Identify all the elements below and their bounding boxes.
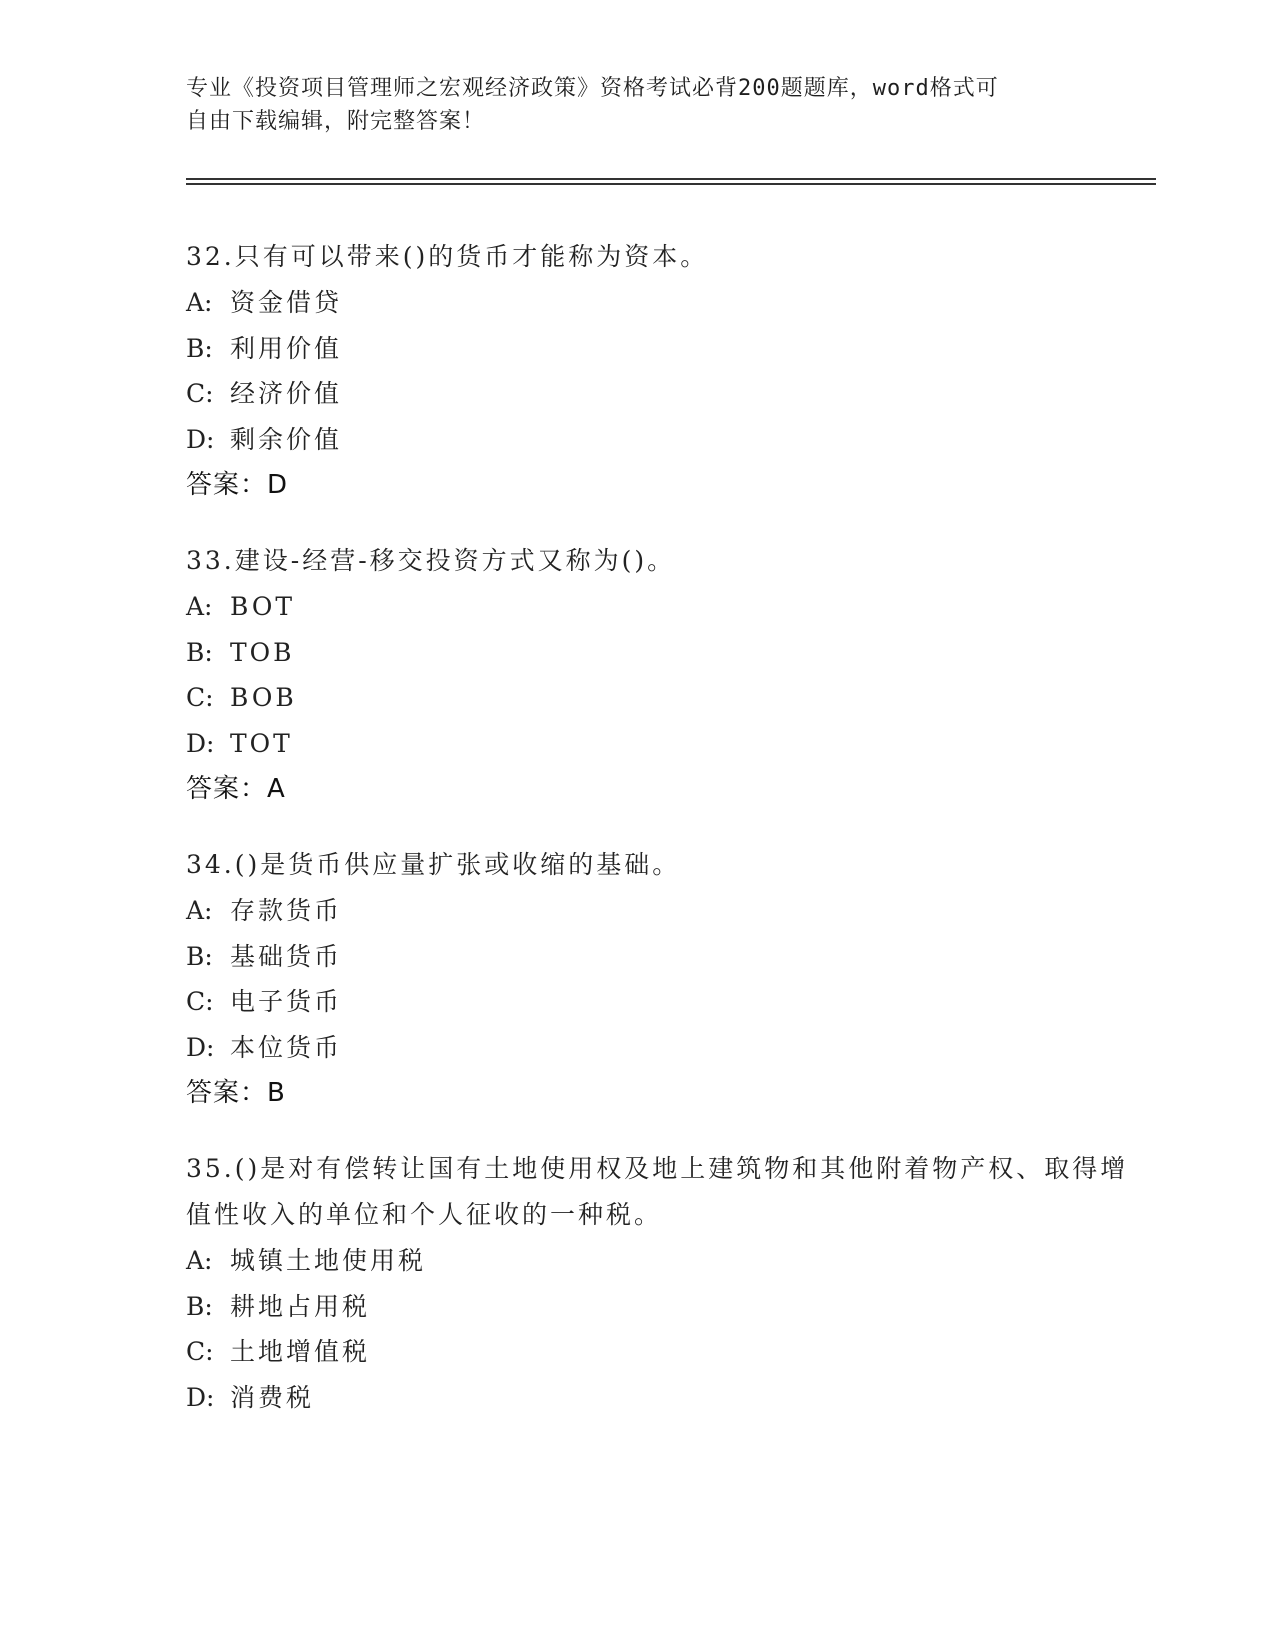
option-letter: D:: [186, 1032, 215, 1062]
question-text: 33.建设-经营-移交投资方式又称为()。: [186, 546, 676, 575]
option-letter: C:: [186, 1337, 214, 1366]
option-text: 耕地占用税: [230, 1291, 371, 1321]
option-text: TOB: [230, 637, 295, 667]
option-letter: C:: [186, 683, 214, 712]
option-letter: B:: [186, 333, 213, 363]
option-text: 消费税: [230, 1382, 315, 1412]
option-c: [186, 979, 1146, 1025]
question-text: 35.()是对有偿转让国有土地使用权及地上建筑物和其他附着物产权、取得增值性收入的单位和个人征收的一种税。: [186, 1154, 1129, 1229]
option-text: 本位货币: [230, 1032, 343, 1062]
option-d: [186, 1025, 1146, 1071]
option-letter: D:: [186, 728, 215, 758]
option-letter: C:: [186, 379, 214, 408]
option-d: [186, 417, 1146, 463]
option-text: 城镇土地使用税: [230, 1246, 427, 1275]
answer-line: 答案：A: [186, 774, 286, 804]
option-letter: B:: [186, 637, 213, 667]
option-letter: A:: [186, 288, 213, 317]
header-line-2: 自由下载编辑，附完整答案！: [186, 109, 486, 134]
option-a: [186, 280, 1146, 326]
header-divider-bottom: [186, 183, 1156, 185]
option-d: [186, 721, 1146, 767]
option-letter: A:: [186, 896, 213, 925]
document-header: [186, 72, 1066, 138]
question-32: [186, 234, 1146, 508]
option-a: [186, 584, 1146, 630]
option-letter: D:: [186, 424, 215, 454]
option-b: [186, 630, 1146, 676]
option-text: 剩余价值: [230, 424, 343, 454]
option-text: 基础货币: [230, 941, 343, 971]
option-d: [186, 1375, 1146, 1421]
answer-line: 答案：B: [186, 1078, 286, 1108]
question-text: 34.()是货币供应量扩张或收缩的基础。: [186, 850, 681, 879]
option-c: [186, 675, 1146, 721]
option-b: [186, 1284, 1146, 1330]
option-letter: C:: [186, 987, 214, 1016]
answer-line: 答案：D: [186, 470, 289, 500]
option-a: [186, 888, 1146, 934]
option-c: [186, 371, 1146, 417]
header-line-1: 专业《投资项目管理师之宏观经济政策》资格考试必背200题题库，word格式可: [186, 76, 999, 101]
question-35: [186, 1146, 1146, 1420]
option-text: 资金借贷: [230, 288, 343, 317]
option-b: [186, 934, 1146, 980]
option-text: 土地增值税: [230, 1337, 371, 1366]
option-c: [186, 1329, 1146, 1375]
option-text: 利用价值: [230, 333, 343, 363]
question-33: [186, 538, 1146, 812]
option-a: [186, 1238, 1146, 1284]
option-text: BOT: [230, 592, 296, 621]
option-text: 电子货币: [230, 987, 343, 1016]
option-b: [186, 326, 1146, 372]
option-letter: B:: [186, 941, 213, 971]
question-text: 32.只有可以带来()的货币才能称为资本。: [186, 242, 709, 271]
option-letter: A:: [186, 1246, 213, 1275]
option-text: 存款货币: [230, 896, 343, 925]
option-letter: A:: [186, 592, 213, 621]
question-list: [186, 234, 1146, 1450]
option-text: BOB: [230, 683, 297, 712]
option-text: 经济价值: [230, 379, 343, 408]
option-letter: B:: [186, 1291, 213, 1321]
option-letter: D:: [186, 1382, 215, 1412]
question-34: [186, 842, 1146, 1116]
header-divider-top: [186, 178, 1156, 180]
option-text: TOT: [230, 728, 293, 758]
